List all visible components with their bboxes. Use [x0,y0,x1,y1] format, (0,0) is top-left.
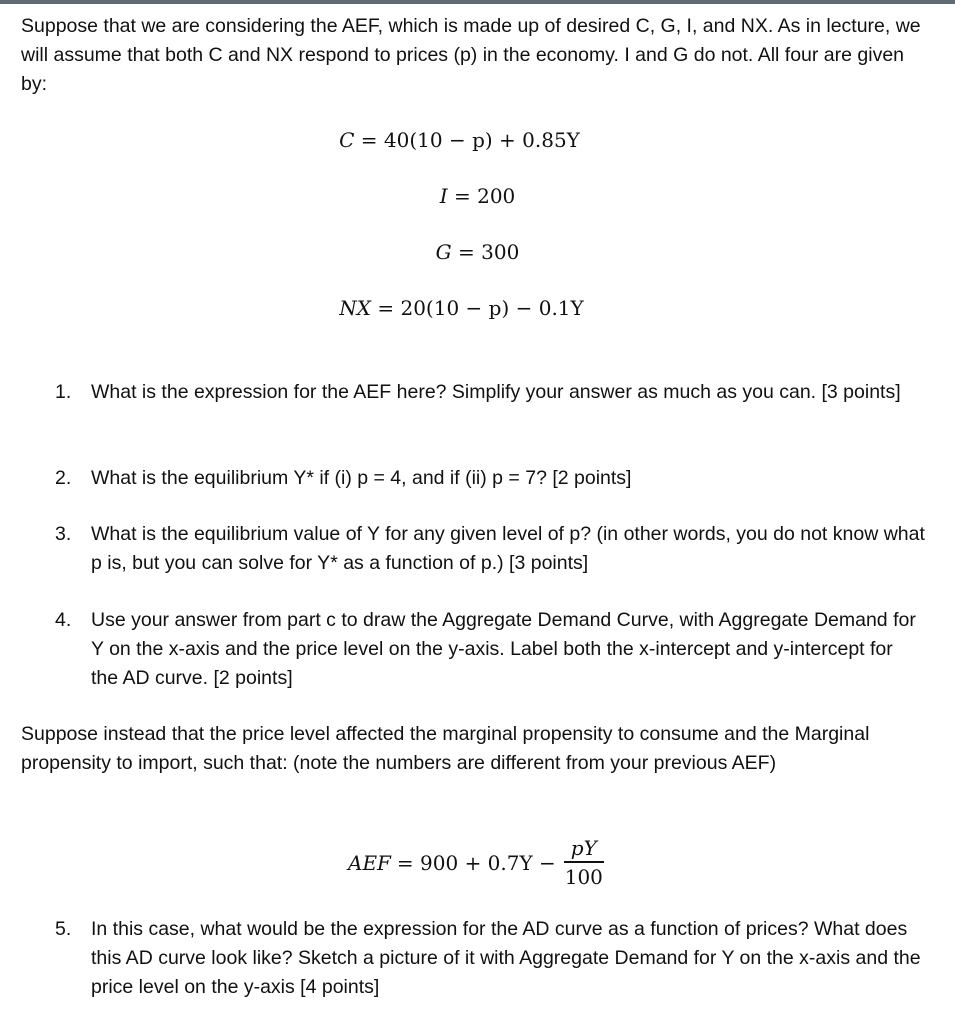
question-4-number: 4. [55,609,72,631]
equation-aef-lhs: AEF [348,851,391,875]
equation-aef [348,832,604,894]
top-border-rule [0,0,955,4]
question-1-number: 1. [55,381,72,403]
suppose-paragraph: Suppose instead that the price level affected the marginal propensity to consume and the Marginal propensity to import, such that: (note the numbers are different from your previous AEF) [21,723,870,774]
intro-paragraph: Suppose that we are considering the AEF, which is made up of desired C, G, I, and NX. As in lecture, we will assume that both C and NX respond to prices (p) in the economy. I and G do not. All four are given by: [21,15,921,95]
question-4-text: Use your answer from part c to draw the Aggregate Demand Curve, with Aggregate Demand for Y on the x-axis and the price level on the y-axis. Label both the x-intercept and y-intercept for the AD curve. [2 points] [91,609,916,689]
equation-nx-rhs: = 20(10 − p) − 0.1Y [377,296,584,320]
question-5-text: In this case, what would be the expression for the AD curve as a function of prices? What does this AD curve look like? Sketch a picture of it with Aggregate Demand for Y on the x-axis and the price level on the y-axis [4 points] [91,918,921,998]
equation-c-lhs: C [339,128,355,152]
equation-g-lhs: G [435,240,452,264]
equation-consumption [0,126,937,154]
question-2-number: 2. [55,467,72,489]
fraction-denominator: 100 [564,864,603,889]
equation-government [0,238,955,266]
question-3-text: What is the equilibrium value of Y for any given level of p? (in other words, you do not know what p is, but you can solve for Y* as a function of p.) [3 points] [91,523,925,574]
question-2-text: What is the equilibrium Y* if (i) p = 4, and if (ii) p = 7? [2 points] [91,467,632,489]
equation-g-rhs: = 300 [458,240,520,264]
equation-nx-lhs: NX [339,296,371,320]
equation-net-exports [0,294,939,322]
equation-c-rhs: = 40(10 − p) + 0.85Y [360,128,580,152]
question-3-number: 3. [55,523,72,545]
question-1-text: What is the expression for the AEF here? Simplify your answer as much as you can. [3 points] [91,381,901,403]
equation-aef-fraction [564,836,604,890]
equation-i-rhs: = 200 [453,184,516,208]
equation-aef-middle: = 900 + 0.7Y − [396,851,556,875]
question-5-number: 5. [55,918,72,940]
fraction-numerator: pY [570,836,597,861]
question-5 [55,915,925,1002]
equation-investment [0,182,955,210]
question-3 [55,520,925,578]
question-2 [55,464,925,493]
equation-i-lhs: I [439,184,448,208]
question-1 [55,378,925,407]
question-4 [55,606,925,693]
